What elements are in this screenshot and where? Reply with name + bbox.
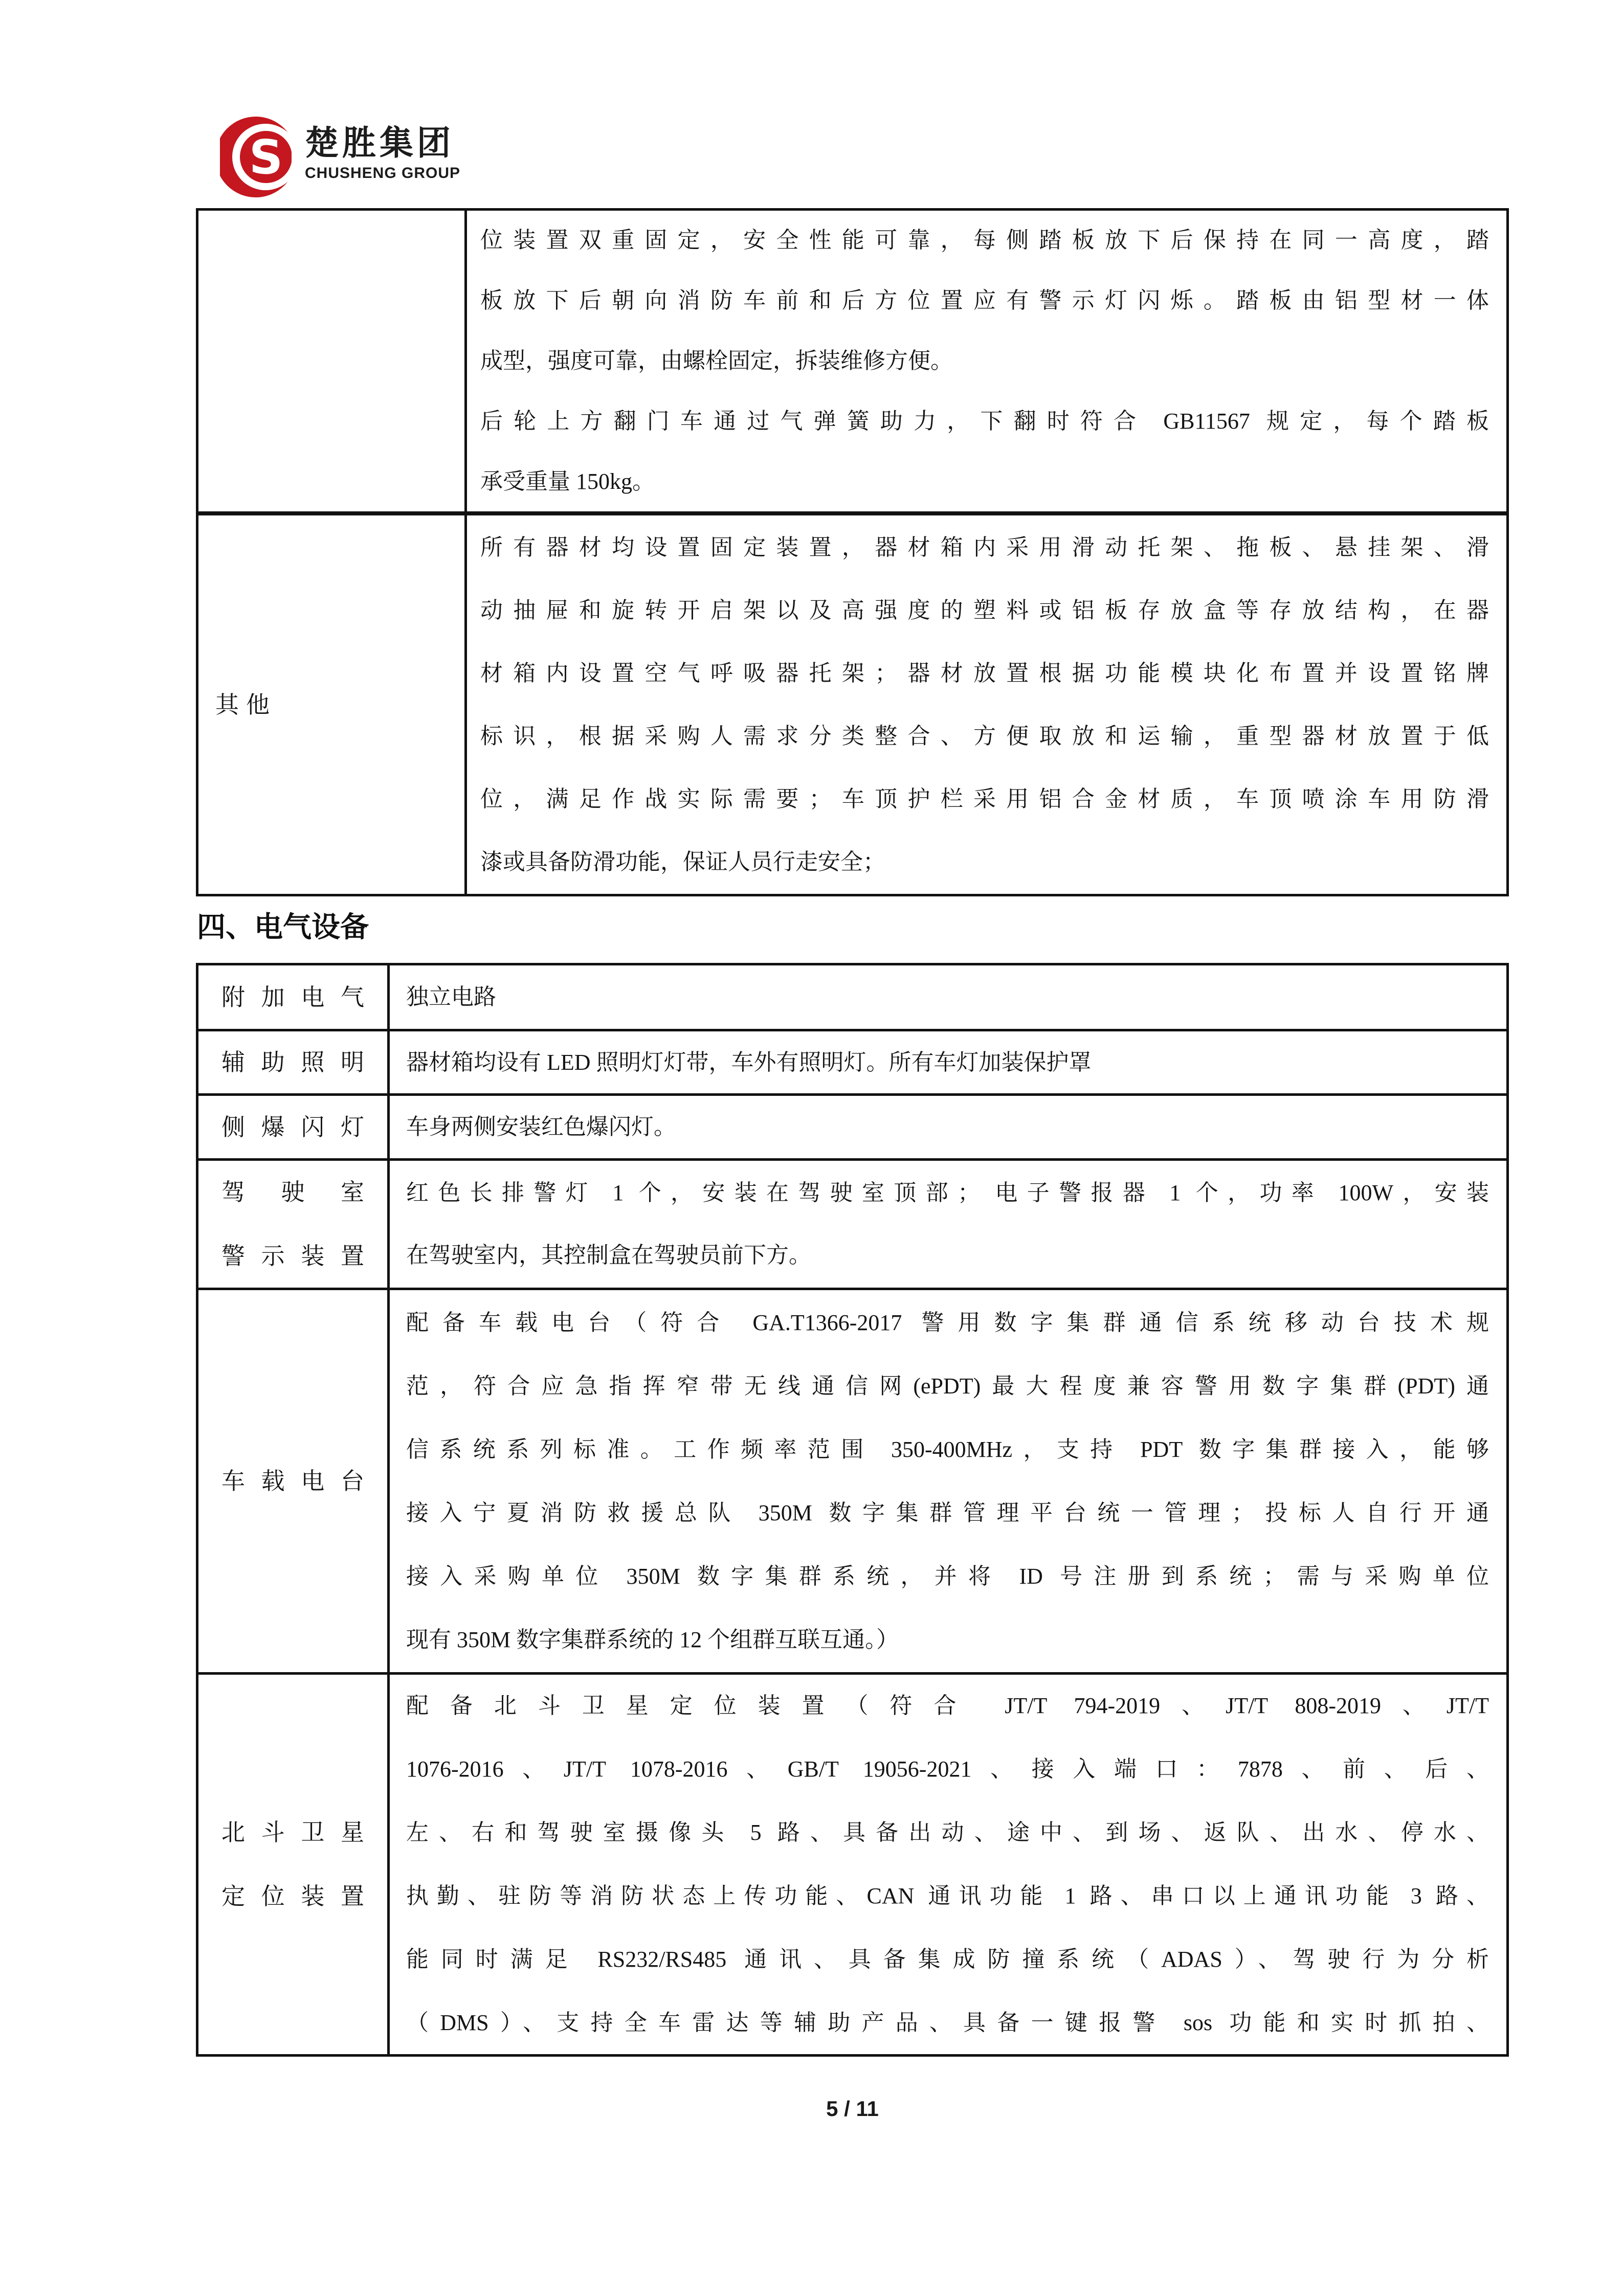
row-label: 北 斗 卫 星: [221, 1819, 364, 1845]
text-line: 材箱内设置空气呼吸器托架；器材放置根据功能模块化布置并设置铭牌: [480, 661, 1489, 686]
table-row: [198, 1031, 1506, 1096]
text-line: 漆或具备防滑功能，保证人员行走安全；: [480, 849, 885, 874]
row-label-cell: [198, 211, 467, 511]
row-label: 侧 爆 闪 灯: [221, 1114, 364, 1140]
row-content-cell: [390, 965, 1506, 1029]
logo-company-name-en: CHUSHENG GROUP: [305, 165, 461, 182]
text-line: 现有 350M 数字集群系统的 12 个组群互联互通。）: [406, 1627, 899, 1652]
row-label-cell: [198, 515, 467, 894]
spec-table-electrical: [196, 963, 1509, 2057]
row-label-cell: [198, 1290, 390, 1672]
row-label: 驾 驶 室: [221, 1179, 364, 1205]
table-row: [198, 515, 1506, 894]
row-label: 附 加 电 气: [221, 984, 364, 1010]
logo-text-block: [305, 115, 460, 183]
text-line: 板放下后朝向消防车前和后方位置应有警示灯闪烁。踏板由铝型材一体: [480, 288, 1489, 313]
row-label: 其他: [215, 691, 277, 718]
text-line: 器材箱均设有 LED 照明灯灯带，车外有照明灯。所有车灯加装保护罩: [406, 1049, 1092, 1075]
row-label-cell: [198, 965, 390, 1029]
row-content-cell: [390, 1031, 1506, 1093]
row-label-cell: [198, 1675, 390, 2054]
text-line: 配备北斗卫星定位装置（符合 JT/T 794-2019、JT/T 808-2019、JT/T: [406, 1693, 1489, 1718]
text-line: 接入宁夏消防救援总队 350M 数字集群管理平台统一管理；投标人自行开通: [406, 1500, 1489, 1525]
row-label-cell: [198, 1096, 390, 1158]
text-line: 接入采购单位 350M 数字集群系统，并将 ID 号注册到系统；需与采购单位: [406, 1563, 1489, 1589]
row-content-cell: [390, 1161, 1506, 1288]
svg-text:S: S: [249, 130, 283, 185]
text-line: 位装置双重固定，安全性能可靠，每侧踏板放下后保持在同一高度，踏: [480, 228, 1489, 253]
text-line: 1076-2016、JT/T 1078-2016、GB/T 19056-2021、接入端口：7878、前、后、: [406, 1757, 1489, 1782]
logo-company-name-cn: 楚胜集团: [305, 124, 454, 162]
text-line: 承受重量 150kg。: [480, 469, 655, 494]
page-number: 5 / 11: [826, 2097, 879, 2121]
row-content-cell: [390, 1290, 1506, 1672]
text-line: 左、右和驾驶室摄像头 5 路、具备出动、途中、到场、返队、出水、停水、: [406, 1820, 1489, 1845]
table-row: [198, 211, 1506, 515]
row-content-cell: [390, 1096, 1506, 1158]
table-row: [198, 1675, 1506, 2054]
chusheng-logo-icon: [220, 115, 292, 199]
row-label-cell: [198, 1161, 390, 1288]
text-line: 独立电路: [406, 984, 496, 1009]
text-line: 标识，根据采购人需求分类整合、方便取放和运输，重型器材放置于低: [480, 724, 1489, 749]
row-label-cell: [198, 1031, 390, 1093]
text-line: 所有器材均设置固定装置，器材箱内采用滑动托架、拖板、悬挂架、滑: [480, 535, 1489, 560]
table-row: [198, 965, 1506, 1031]
row-content-cell: [467, 211, 1506, 511]
text-line: 信系统系列标准。工作频率范围 350-400MHz，支持 PDT 数字集群接入，能够: [406, 1436, 1489, 1462]
row-label: 车 载 电 台: [221, 1468, 364, 1494]
row-content-cell: [390, 1675, 1506, 2054]
text-line: 红色长排警灯 1 个，安装在驾驶室顶部； 电子警报器 1 个，功率 100W，安装: [406, 1180, 1489, 1205]
text-line: 范，符合应急指挥窄带无线通信网(ePDT)最大程度兼容警用数字集群(PDT)通: [406, 1373, 1489, 1399]
text-line: 在驾驶室内，其控制盒在驾驶员前下方。: [406, 1243, 811, 1268]
text-line: （DMS）、支持全车雷达等辅助产品、具备一键报警 sos 功能和实时抓拍、: [406, 2010, 1489, 2035]
section-heading: 四、电气设备: [197, 912, 369, 943]
text-line: 配备车载电台（符合 GA.T1366-2017 警用数字集群通信系统移动台技术规: [406, 1310, 1489, 1335]
text-line: 执勤、驻防等消防状态上传功能、CAN 通讯功能 1 路、串口以上通讯功能 3 路、: [406, 1883, 1489, 1908]
chusheng-logo: [220, 115, 460, 199]
text-line: 动抽屉和旋转开启架以及高强度的塑料或铝板存放盒等存放结构，在器: [480, 598, 1489, 623]
text-line: 位，满足作战实际需要；车顶护栏采用铝合金材质，车顶喷涂车用防滑: [480, 786, 1489, 812]
table-row: [198, 1161, 1506, 1290]
text-line: 车身两侧安装红色爆闪灯。: [406, 1114, 676, 1139]
row-label: 辅 助 照 明: [221, 1049, 364, 1075]
row-label: 警 示 装 置: [221, 1243, 364, 1269]
table-row: [198, 1290, 1506, 1675]
text-line: 后轮上方翻门车通过气弹簧助力，下翻时符合 GB11567 规定，每个踏板: [480, 409, 1489, 434]
spec-table-upper: [196, 208, 1509, 896]
row-content-cell: [467, 515, 1506, 894]
text-line: 成型，强度可靠，由螺栓固定，拆装维修方便。: [480, 348, 953, 373]
row-label: 定 位 装 置: [221, 1883, 364, 1909]
table-row: [198, 1096, 1506, 1161]
text-line: 能同时满足 RS232/RS485 通讯、具备集成防撞系统（ADAS）、驾驶行为分析: [406, 1947, 1489, 1972]
